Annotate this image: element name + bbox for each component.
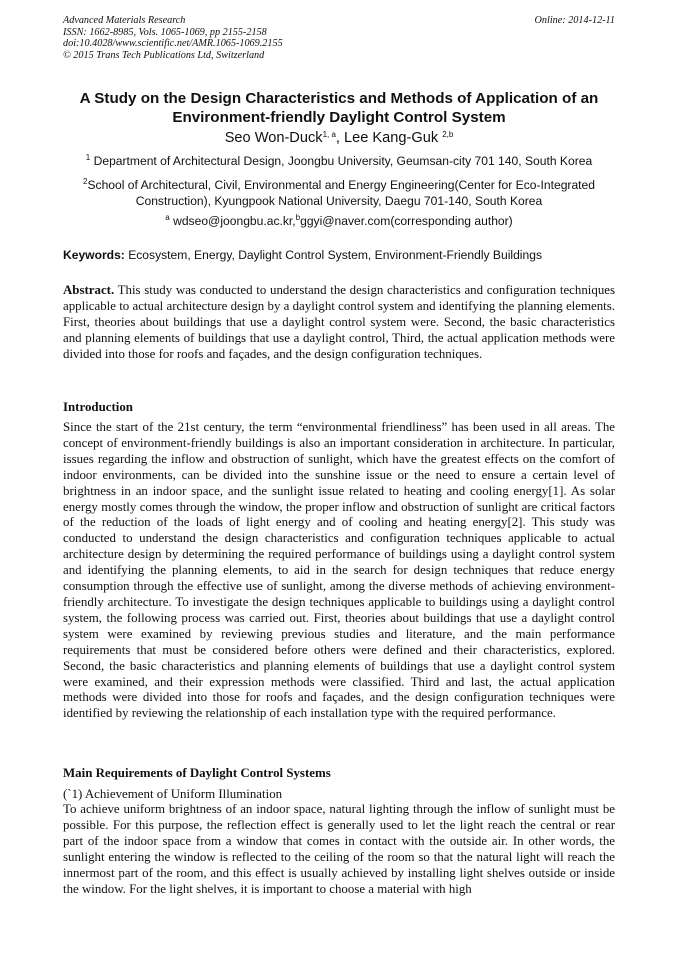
journal-name: Advanced Materials Research: [63, 15, 186, 26]
copyright-line: © 2015 Trans Tech Publications Ltd, Switzerland: [63, 49, 265, 61]
abstract-text: This study was conducted to understand the design characteristics and configuration techniques applicable to actual architecture design by a daylight control system and identifying the planning elements. First, theories about buildings that use a daylight control system were. Second, the basic characteristics and planning elements of buildings that use a daylight control, Third, the actual application methods were divided into those for roofs and façades, and the design configuration techniques.: [63, 283, 615, 361]
author-1: Seo Won-Duck: [224, 130, 323, 146]
email-line: [60, 213, 618, 229]
affiliation-2-line-1: School of Architectural, Civil, Environmental and Energy Engineering(Center for Eco-Integrated: [87, 178, 595, 192]
email-b-mark: b: [295, 213, 301, 222]
doi-line: doi:10.4028/www.scientific.net/AMR.1065-1069.2155: [63, 38, 283, 50]
keywords-label: Keywords:: [63, 248, 125, 262]
main-requirements-heading: Main Requirements of Daylight Control Systems: [63, 766, 331, 780]
affiliation-1-mark: 1: [85, 153, 91, 162]
introduction-heading: Introduction: [63, 400, 133, 414]
keywords-text: Ecosystem, Energy, Daylight Control System, Environment-Friendly Buildings: [124, 248, 542, 262]
author-2: , Lee Kang-Guk: [335, 130, 443, 146]
paper-title: [40, 89, 638, 127]
title-line-1: A Study on the Design Characteristics and Methods of Application of an: [79, 90, 599, 107]
online-date: Online: 2014-12-11: [534, 15, 615, 26]
author-1-affil-mark: 1, a: [322, 130, 336, 139]
title-line-2: Environment-friendly Daylight Control System: [172, 109, 506, 126]
abstract: [63, 283, 615, 363]
email-a: wdseo@joongbu.ac.kr,: [169, 214, 296, 228]
affiliation-2-line-2: Construction), Kyungpook National University, Daegu 701-140, South Korea: [135, 194, 543, 208]
author-list: [40, 129, 638, 147]
introduction-body: Since the start of the 21st century, the term “environmental friendliness” has been used in all areas. The concept of environment-friendly buildings is also an important consideration in architecture. In particular, issues regarding the inflow and obstruction of sunlight, which have the greatest effects on the comfort of indoor environments, can be divided into the sunshine issue or the need to ensure a certain level of brightness in an indoor space, and the sunlight issue related to heating and cooling energy[1]. As solar energy mostly comes through the window, the proper inflow and obstruction of sunlight are critical factors of the reduction of the loads of light energy and of cooling and heating energy[2]. This study was conducted to understand the design characteristics and configuration techniques applicable to actual architecture design by determining the required performance of buildings using a daylight control system and identifying the planning elements, to aid in the search for design techniques that reduce energy consumption through the effective use of sunlight, among the diverse methods of achieving environment-friendly architecture. To investigate the design techniques applicable to buildings using a daylight control system, the following process was carried out. First, theories about buildings that use a daylight control system were examined by reviewing previous studies and literature, and the main performance requirements that must be considered before others were defined and their characteristics, explored. Second, the basic characteristics and planning elements of buildings that use a daylight control system were examined, and their expression methods were classified. Third and last, the actual application methods were divided into those for roofs and façades, and the design configuration techniques were identified by reviewing the relationship of each installation type with the required performance.: [63, 420, 615, 721]
running-header: [63, 15, 615, 61]
email-b: ggyi@naver.com(corresponding author): [300, 214, 513, 228]
uniform-illumination-subheading: (`1) Achievement of Uniform Illumination: [63, 787, 283, 801]
affiliation-2-mark: 2: [83, 177, 88, 186]
email-a-mark: a: [165, 213, 170, 222]
affiliation-1-text: Department of Architectural Design, Joongbu University, Geumsan-city 701 140, South Korea: [90, 154, 593, 168]
abstract-label: Abstract.: [63, 283, 115, 297]
author-2-affil-mark: 2,b: [442, 130, 454, 139]
affiliation-2: [60, 177, 618, 209]
affiliation-1: [60, 153, 618, 169]
issn-line: ISSN: 1662-8985, Vols. 1065-1069, pp 2155-2158: [63, 26, 267, 38]
uniform-illumination-body: To achieve uniform brightness of an indoor space, natural lighting through the inflow of sunlight must be possible. For this purpose, the reflection effect is generally used to let the light reach the central or rear part of the indoor space from a window that comes in contact with the outside air. In other words, the sunlight entering the window is reflected to the ceiling of the room so that the natural light will reach the innermost part of the room, and this effect is usually achieved by installing light shelves outside or inside the window. For the light shelves, it is important to choose a material with high: [63, 802, 615, 896]
keywords: [63, 247, 615, 263]
